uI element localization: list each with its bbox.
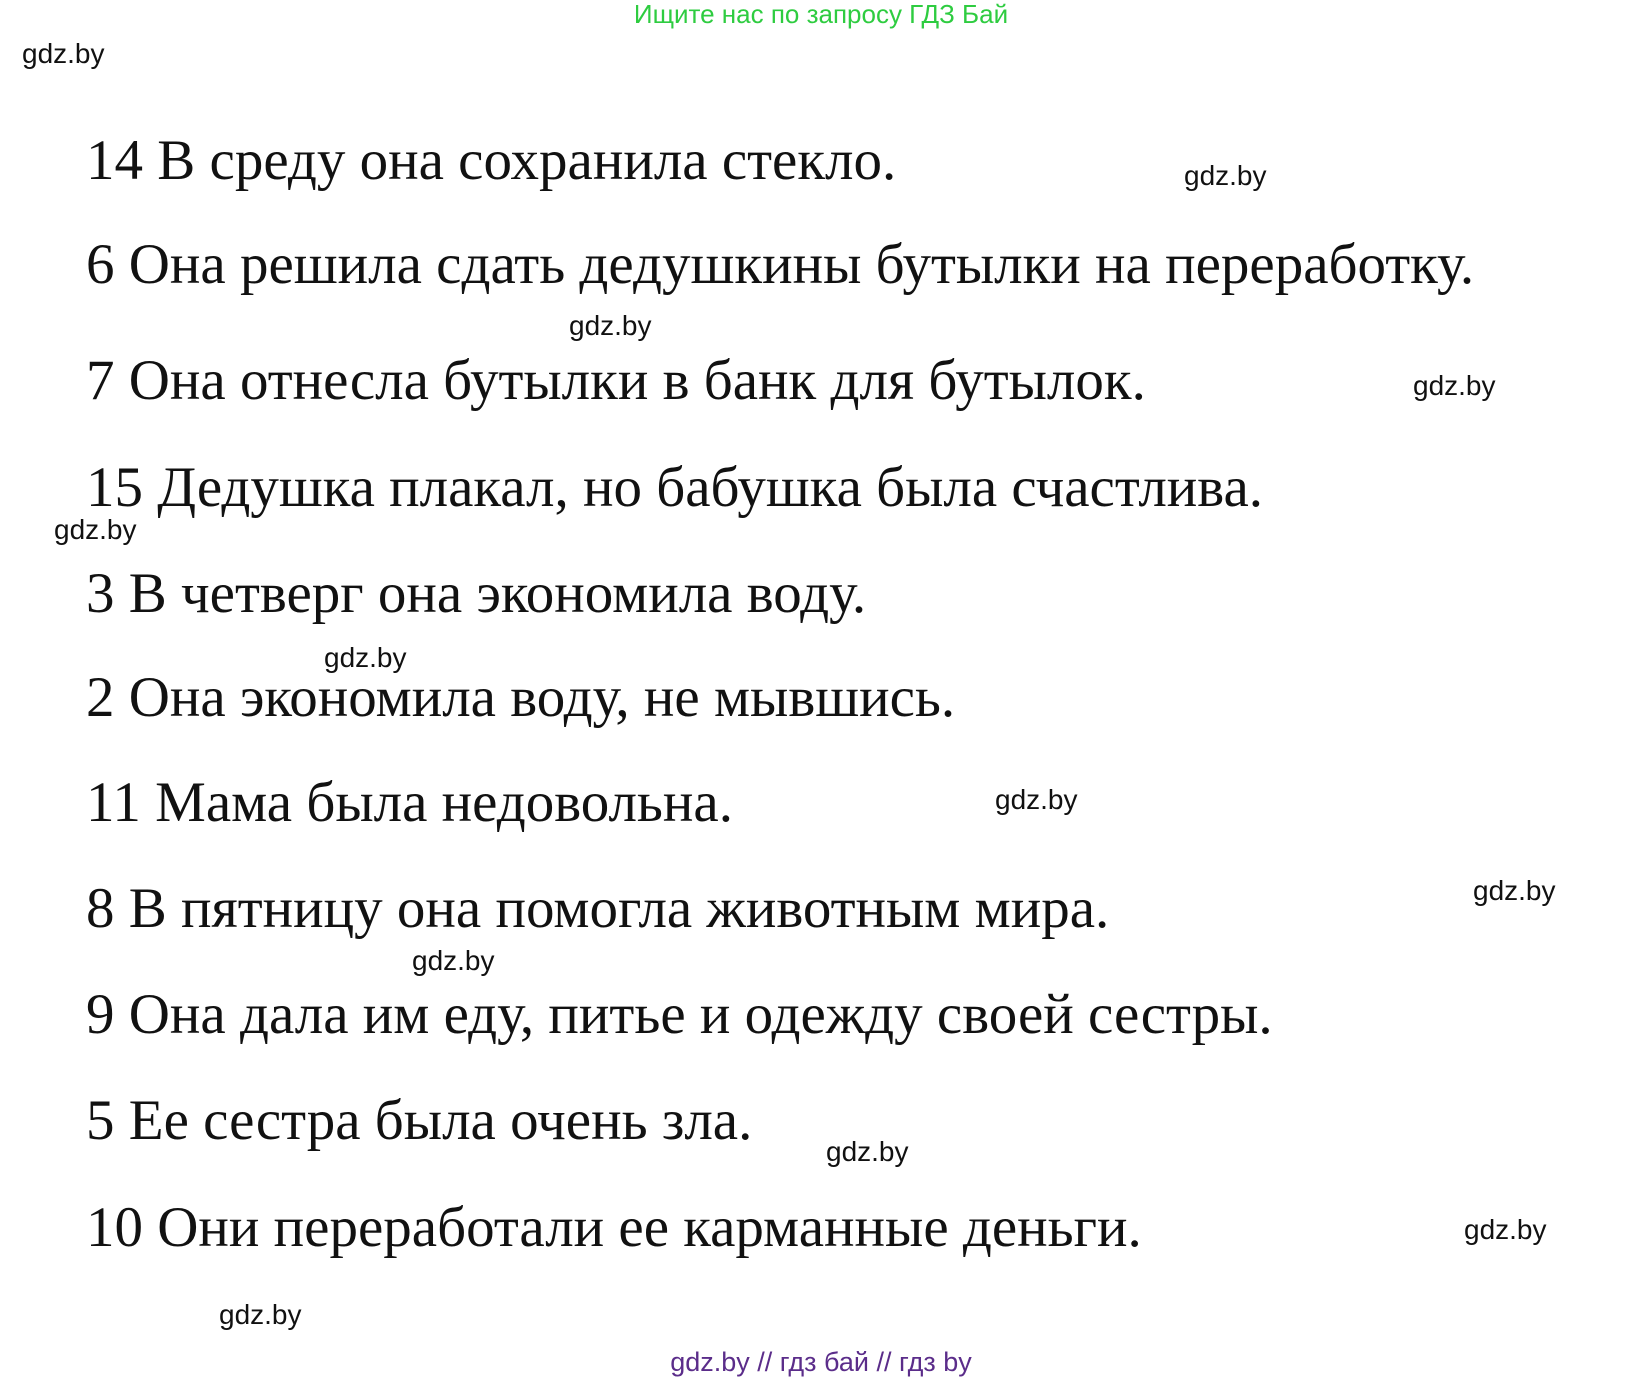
- sentence-line: 6 Она решила сдать дедушкины бутылки на переработку.: [86, 233, 1475, 296]
- watermark: gdz.by: [22, 38, 105, 69]
- sentence-line: 5 Ее сестра была очень зла.: [86, 1089, 753, 1152]
- sentence-line: 15 Дедушка плакал, но бабушка была счастлива.: [86, 456, 1263, 519]
- watermark: gdz.by: [324, 642, 407, 673]
- watermark: gdz.by: [412, 945, 495, 976]
- watermark: gdz.by: [1413, 370, 1496, 401]
- sentence-line: 9 Она дала им еду, питье и одежду своей сестры.: [86, 983, 1273, 1046]
- watermark: gdz.by: [995, 784, 1078, 815]
- sentence-line: 2 Она экономила воду, не мывшись.: [86, 666, 956, 729]
- sentence-line: 11 Мама была недовольна.: [86, 771, 733, 834]
- watermark: gdz.by: [1184, 160, 1267, 191]
- watermark: gdz.by: [54, 514, 137, 545]
- watermark: gdz.by: [826, 1136, 909, 1167]
- sentence-line: 14 В среду она сохранила стекло.: [86, 129, 897, 192]
- sentence-line: 8 В пятницу она помогла животным мира.: [86, 877, 1110, 940]
- sentence-line: 10 Они переработали ее карманные деньги.: [86, 1196, 1142, 1259]
- watermark: gdz.by: [569, 310, 652, 341]
- footer-links: gdz.by // гдз бай // гдз by: [670, 1347, 972, 1377]
- sentence-line: 7 Она отнесла бутылки в банк для бутылок.: [86, 349, 1146, 412]
- search-banner: Ищите нас по запросу ГДЗ Бай: [633, 0, 1009, 29]
- watermark: gdz.by: [219, 1299, 302, 1330]
- watermark: gdz.by: [1473, 875, 1556, 906]
- watermark: gdz.by: [1464, 1214, 1547, 1245]
- sentence-line: 3 В четверг она экономила воду.: [86, 562, 867, 625]
